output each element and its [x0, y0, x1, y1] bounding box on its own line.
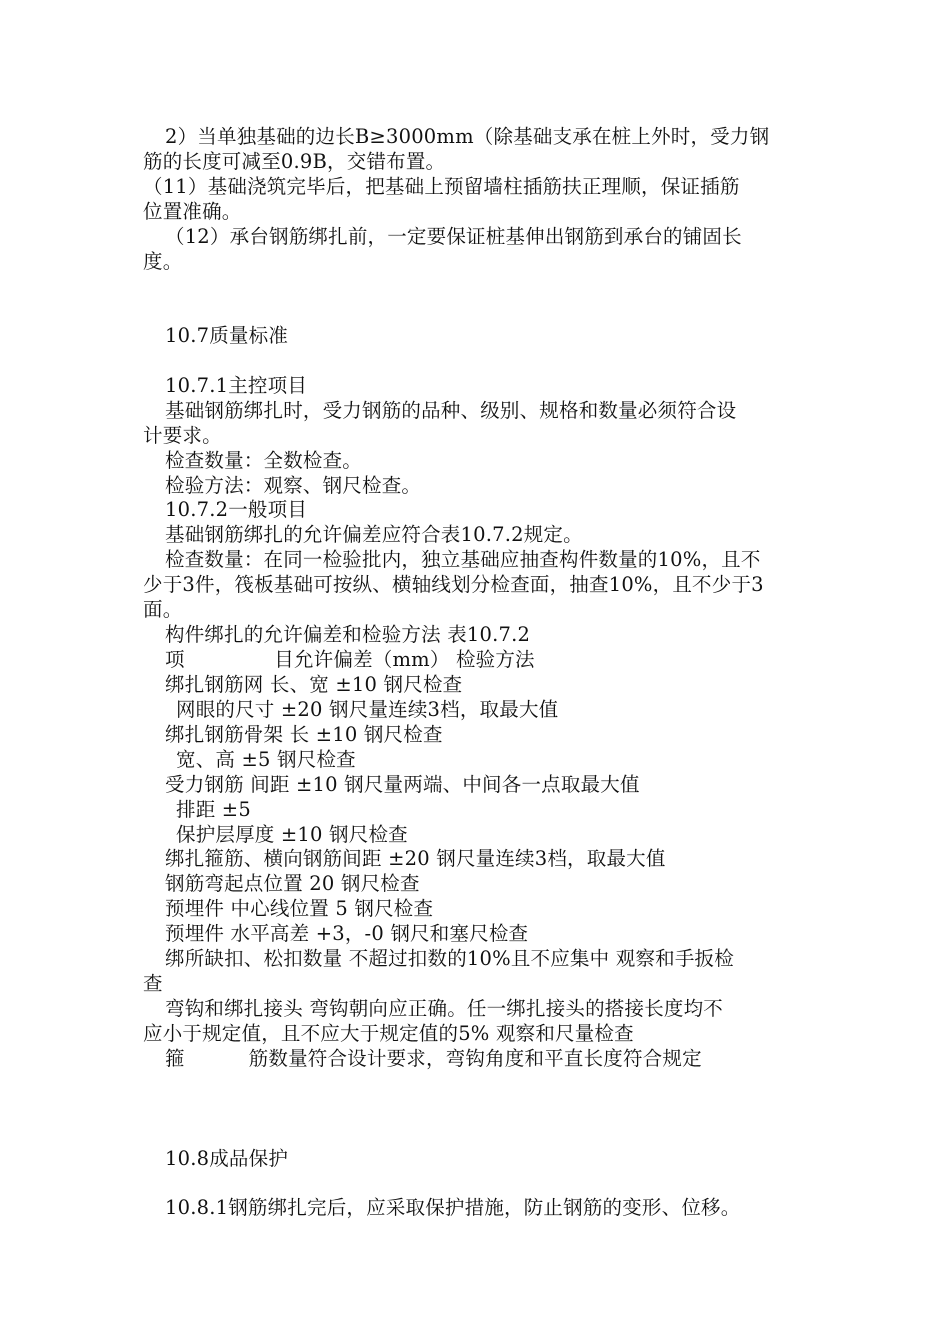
section-heading: 10.7质量标准: [165, 324, 289, 347]
table-row: 预埋件 中心线位置 5 钢尺检查: [165, 897, 434, 920]
table-row: 预埋件 水平高差 +3，-0 钢尺和塞尺检查: [165, 922, 529, 945]
table-row: 绑所缺扣、松扣数量 不超过扣数的10%且不应集中 观察和手扳检: [165, 947, 734, 970]
table-row: 绑扎钢筋网 长、宽 ±10 钢尺检查: [165, 673, 463, 696]
table-row: 宽、高 ±5 钢尺检查: [176, 748, 356, 771]
text-line: 筋的长度可减至0.9B，交错布置。: [143, 150, 446, 173]
table-row: 弯钩和绑扎接头 弯钩朝向应正确。任一绑扎接头的搭接长度均不: [165, 997, 723, 1020]
text-line: 基础钢筋绑扎的允许偏差应符合表10.7.2规定。: [165, 523, 583, 546]
table-row: 受力钢筋 间距 ±10 钢尺量两端、中间各一点取最大值: [165, 773, 640, 796]
table-caption: 构件绑扎的允许偏差和检验方法 表10.7.2: [165, 623, 531, 646]
section-heading: 10.8成品保护: [165, 1147, 289, 1170]
text-line: 检验方法：观察、钢尺检查。: [165, 474, 422, 497]
table-header: 项 目允许偏差（mm） 检验方法: [165, 648, 535, 671]
table-row: 网眼的尺寸 ±20 钢尺量连续3档，取最大值: [176, 698, 559, 721]
text-line: （12）承台钢筋绑扎前，一定要保证桩基伸出钢筋到承台的铺固长: [165, 225, 742, 248]
text-line: 检查数量：在同一检验批内，独立基础应抽查构件数量的10%，且不: [165, 548, 761, 571]
table-row: 排距 ±5: [176, 798, 251, 821]
text-line: 基础钢筋绑扎时，受力钢筋的品种、级别、规格和数量必须符合设: [165, 399, 737, 422]
table-row: 钢筋弯起点位置 20 钢尺检查: [165, 872, 420, 895]
text-line: 面。: [143, 598, 183, 621]
text-line: 2）当单独基础的边长B≥3000mm（除基础支承在桩上外时，受力钢: [165, 125, 770, 148]
text-line: 位置准确。: [143, 200, 242, 223]
table-row-continued: 查: [143, 972, 163, 995]
table-row-continued: 应小于规定值，且不应大于规定值的5% 观察和尺量检查: [143, 1022, 634, 1045]
text-line: 度。: [143, 250, 183, 273]
table-row: 绑扎箍筋、横向钢筋间距 ±20 钢尺量连续3档，取最大值: [165, 847, 666, 870]
subsection-heading: 10.7.2一般项目: [165, 498, 308, 521]
text-line: 10.8.1钢筋绑扎完后，应采取保护措施，防止钢筋的变形、位移。: [165, 1196, 741, 1219]
text-line: 检查数量：全数检查。: [165, 449, 363, 472]
table-row: 保护层厚度 ±10 钢尺检查: [176, 823, 408, 846]
text-line: 计要求。: [143, 424, 222, 447]
text-line: （11）基础浇筑完毕后，把基础上预留墙柱插筋扶正理顺，保证插筋: [143, 175, 740, 198]
subsection-heading: 10.7.1主控项目: [165, 374, 308, 397]
table-row: 绑扎钢筋骨架 长 ±10 钢尺检查: [165, 723, 443, 746]
text-line: 少于3件，筏板基础可按纵、横轴线划分检查面，抽查10%，且不少于3: [143, 573, 764, 596]
table-row: 箍 筋数量符合设计要求，弯钩角度和平直长度符合规定: [165, 1047, 702, 1070]
